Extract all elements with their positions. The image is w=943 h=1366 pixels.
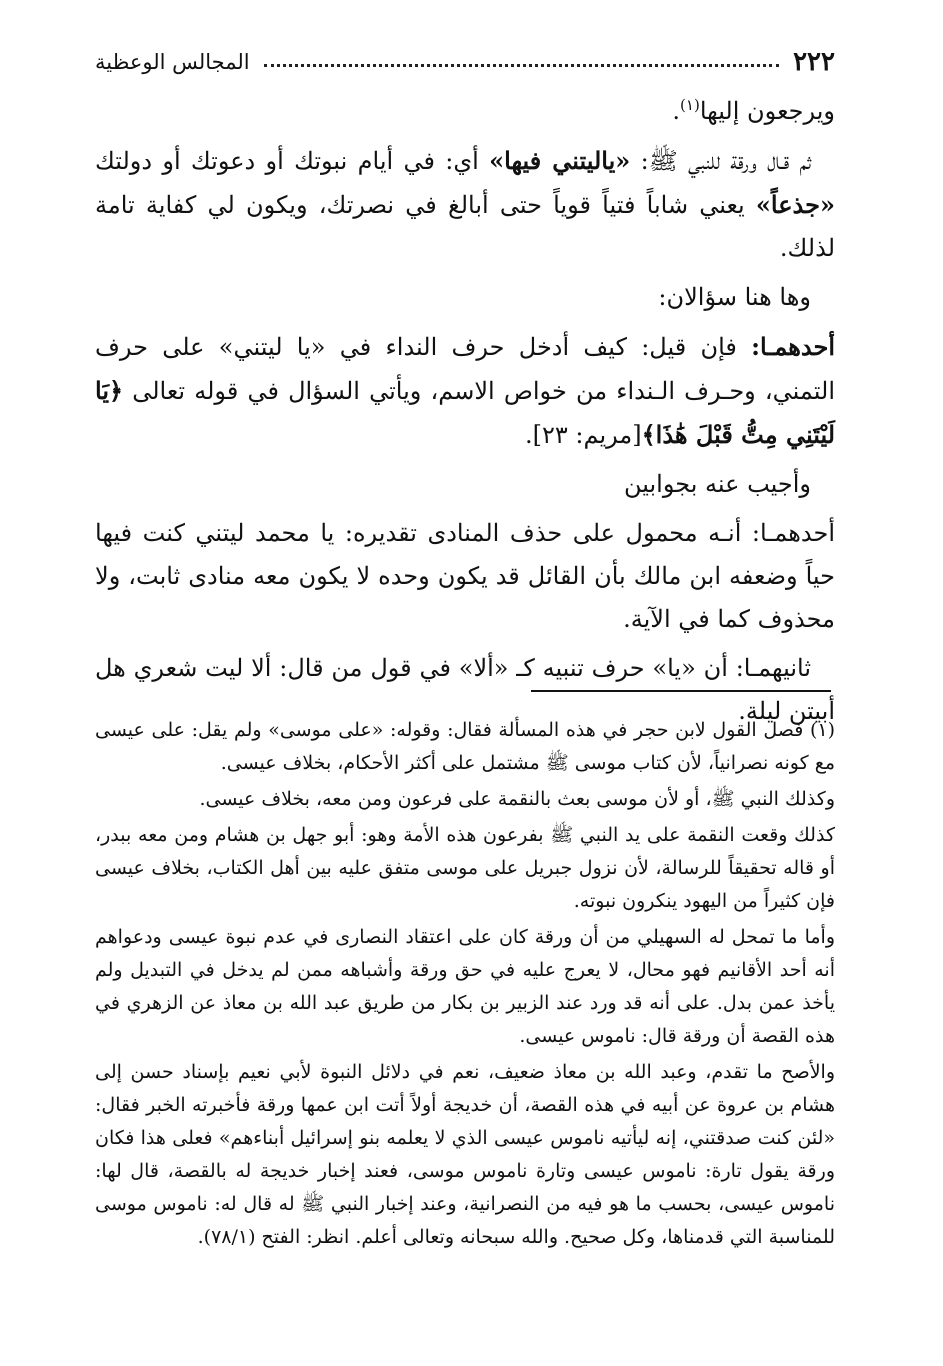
main-text [95, 90, 835, 733]
footnote-5: والأصح ما تقدم، وعبد الله بن معاذ ضعيف، نعم في دلائل النبوة لأبي نعيم بإسناد حسن إلى هشام بن عروة عن أبيه في هذه القصة، أن خديجة أولاً أتت ابن عمها ورقة فأخبرته الخبر فقال: «لئن كنت صدقتني، إنه ليأتيه ناموس عيسى الذي لا يعلمه بنو إسرائيل أبناءهم» فعلى هذا فكان ورقة يقول تارة: ناموس عيسى وتارة ناموس موسى، فعند إخبار خديجة له بالقصة، قال لها: ناموس عيسى، بحسب ما هو فيه من النصرانية، وعند إخبار النبي ﷺ له قال له: ناموس موسى للمناسبة التي قدمناها، وكل صحيح. والله سبحانه وتعالى أعلم. انظر: الفتح (٧٨/١). [95, 1061, 835, 1248]
footnote-reference[interactable]: (١) [680, 96, 700, 114]
paragraph-2-text-b: أي: في أيام نبوتك أو دعوتك أو دولتك [95, 147, 490, 175]
paragraph-2-text-a: ثم قـال ورقة للنبي ﷺ: [630, 147, 812, 175]
paragraph-1 [95, 90, 835, 133]
paragraph-6: أحدهمـا: أنـه محمول على حذف المنادى تقديره: يا محمد ليتني كنت فيها حياً وضعفه ابن مالك بأن القائل قد يكون وحده لا يكون معه منادى ثابت، ولا محذوف كما في الآية. [95, 519, 835, 633]
verse-reference: [مريم: ٢٣] [532, 421, 642, 449]
page-number: ٢٢٢ [793, 47, 835, 77]
footnote-1: (١) فصل القول لابن حجر في هذه المسألة فقال: وقوله: «على موسى» ولم يقل: على عيسى مع كونه نصرانياً، لأن كتاب موسى ﷺ مشتمل على أكثر الأحكام، بخلاف عيسى. [95, 719, 835, 774]
header-dotted-rule [264, 64, 779, 67]
first-question-label: أحدهمـا: [751, 332, 835, 361]
footnotes [95, 714, 835, 1254]
running-title: المجالس الوعظية [95, 50, 250, 74]
paragraph-4 [95, 325, 835, 457]
paragraph-2 [95, 139, 835, 270]
paragraph-5: وأجيب عنه بجوابين [623, 470, 811, 498]
footnote-2: وكذلك النبي ﷺ، أو لأن موسى بعث بالنقمة على فرعون ومن معه، بخلاف عيسى. [199, 788, 835, 810]
footnote-separator [531, 690, 831, 692]
quote-jadhaa: «جذعاً» [755, 190, 835, 219]
paragraph-3: وها هنا سؤالان: [658, 283, 811, 311]
paragraph-1-end: . [672, 97, 681, 125]
quran-verse: ﴿يَا لَيْتَنِي مِتُّ قَبْلَ هَٰذَا﴾ [95, 376, 835, 449]
paragraph-7: ثانيهمـا: أن «يا» حرف تنبيه كـ «ألا» في قول من قال: ألا ليت شعري هل أبيتن ليلة. [95, 654, 835, 725]
running-header [95, 44, 835, 80]
paragraph-1-text: ويرجعون إليها [699, 97, 835, 125]
paragraph-2-text-c: يعني شاباً فتياً قوياً حتى أبالغ في نصرتك، ويكون لي كفاية تامة لذلك. [95, 191, 835, 262]
footnote-4: وأما ما تمحل له السهيلي من أن ورقة كان على اعتقاد النصارى في عدم نبوة عيسى ودعواهم أنه أحد الأقانيم فهو محال، لا يعرج عليه في حق ورقة وأشباهه ممن لم يدخل في التبديل ولم يأخذ عمن بدل. على أنه قد ورد عند الزبير بن بكار من طريق عبد الله بن معاذ عن الزهري في هذه القصة أن ورقة قال: ناموس عيسى. [95, 926, 835, 1047]
quote-yalaytani: «ياليتني فيها» [489, 146, 631, 175]
paragraph-4-end: . [524, 421, 533, 449]
paragraph-4-text: فإن قيل: كيف أدخل حرف النداء في «يا ليتني» على حرف التمني، وحـرف الـنداء من خواص الاسم، ويأتي السؤال في قوله تعالى [95, 333, 835, 405]
footnote-3: كذلك وقعت النقمة على يد النبي ﷺ بفرعون هذه الأمة وهو: أبو جهل بن هشام ومن معه ببدر، أو قاله تحقيقاً للرسالة، لأن نزول جبريل على موسى متفق عليه بين أهل الكتاب، بخلاف عيسى فإن كثيراً من اليهود ينكرون نبوته. [95, 824, 835, 912]
